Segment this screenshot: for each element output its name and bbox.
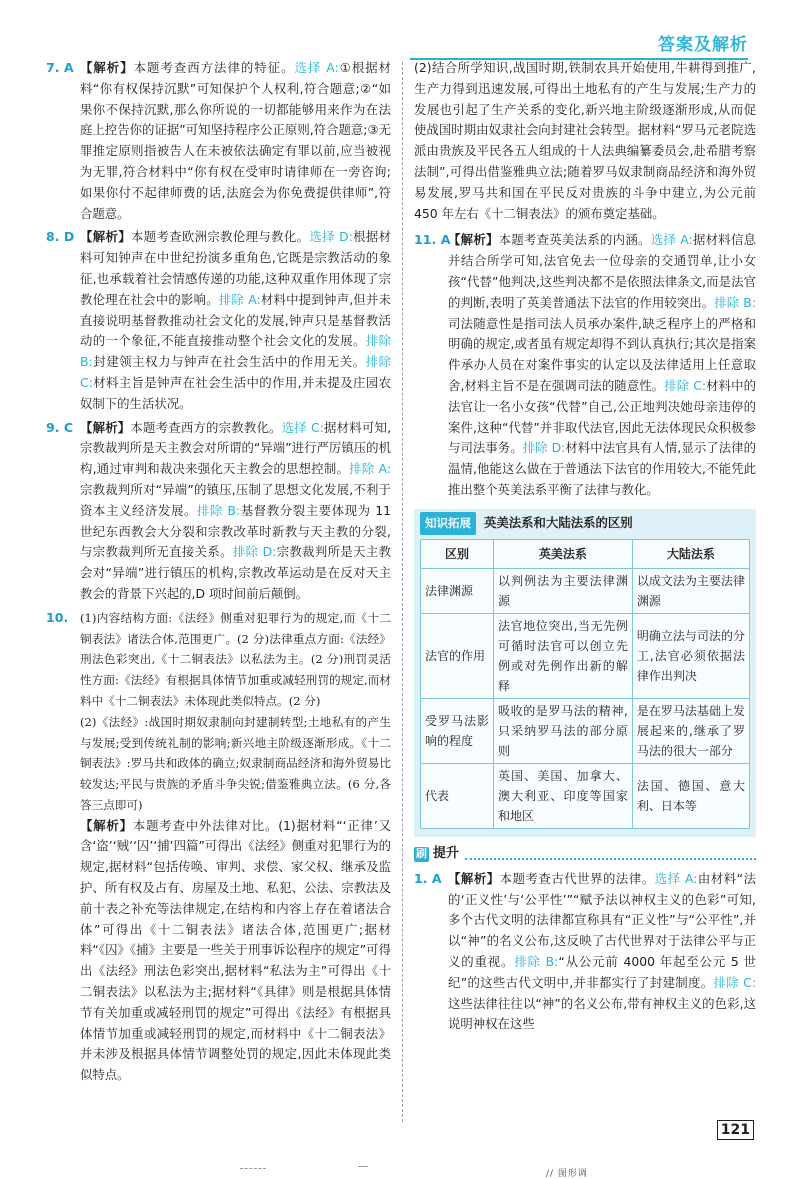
table-cell: 代表	[421, 763, 494, 828]
knowledge-extension-badge: 知识拓展	[420, 512, 476, 535]
answer-number: 7. A	[46, 60, 74, 75]
answer-1	[414, 869, 756, 1035]
analysis-text: 本题考查中外法律对比。(1)据材料“‘正律’又含‘盗’‘贼’‘囚’‘捕’四篇”可得出《法经》侧重对犯罪行为的规定,据材料“包括传唤、审判、求偿、家父权、继承及监护、所有权及占有、房屋及土地、私犯、公法、宗教法及前十表之补充等法律规定,在结构和内容上存在着诸法合体”可得出《十二铜表法》诸法合体,范围更广;据材料“《囚》《捕》主要是一些关于刑事诉讼程序的规定”可得出《法经》刑法色彩突出,据材料“私法为主”可得出《十二铜表法》以私法为主;据材料“《具律》则是根据具体情节有关加重或减轻刑罚的规定”可得出《法经》有根据具体情节加重或减轻刑罚的规定,而材料中《十二铜表法》并未涉及根据具体情节调整处罚的规定,因此未体现此类似特点。	[80, 817, 391, 1083]
analysis-text: 材料中的法官让一名小女孩“代替”自己,公正地判决她母亲违停的案件,这种“代替”并非取代法官,因此无法体现民众积极参与司法事务。	[448, 377, 756, 456]
table-cell: 法律渊源	[421, 568, 494, 613]
exclude-label: 排除 D:	[522, 440, 566, 456]
table-row	[421, 763, 750, 828]
footer-tick	[358, 1166, 368, 1167]
analysis-text: 封建领主权力与钟声在社会生活中的作用无关。	[92, 354, 366, 370]
knowledge-extension-title: 英美法系和大陆法系的区别	[484, 515, 633, 531]
answer-number: 9. C	[46, 419, 74, 435]
left-column	[46, 58, 391, 1089]
analysis-tag: 【解析】	[448, 870, 500, 886]
exclude-label: 排除 B:	[714, 294, 756, 310]
analysis-text: 材料中提到钟声,但并未直接说明基督教推动社会文化的发展,钟声只是基督教活动的一个象征,不能直接推动整个社会文化的发展。	[80, 291, 392, 349]
analysis-text: 据材料信息并结合所学可知,法官免去一位母亲的交通罚单,让小女孩“代替”他判决,这些判决都不是依照法律条文,而是法官的判断,表明了英美普通法下法官的作用较突出。	[448, 232, 757, 310]
table-header: 英美法系	[494, 539, 633, 568]
answer-number: 1. A	[414, 870, 442, 886]
exclude-label: 排除 A:	[218, 291, 261, 307]
answer-number: 11. A	[414, 232, 451, 248]
answer-10-continued: (2)结合所学知识,战国时期,铁制农具开始使用,牛耕得到推广,生产力得到迅速发展,可得出土地私有的产生与发展;生产力的发展也引起了生产关系的变化,新兴地主阶级逐渐形成,从而促使战国时期由奴隶社会向封建社会转型。据材料“罗马元老院选派由贵族及平民各五人组成的十人法典编纂委员会,赴希腊考察法制”,可得出借鉴雅典立法;随着罗马奴隶制商品经济和海外贸易发展,罗马共和国在平民反对贵族的斗争中建立,为公元前 450 年左右《十二铜表法》的颁布奠定基础。	[414, 60, 756, 221]
exclude-label: 排除 B:	[514, 953, 559, 969]
table-cell: 以成文法为主要法律渊源	[632, 568, 749, 613]
analysis-tag: 【解析】	[80, 229, 131, 245]
right-column	[414, 58, 756, 1038]
footer-dash	[240, 1168, 266, 1169]
analysis-text: 材料主旨是钟声在社会生活中的作用,并未提及庄园农奴制下的生活状况。	[80, 374, 391, 411]
exclude-label: 排除 B:	[80, 333, 391, 370]
knowledge-extension-box	[414, 509, 756, 837]
table-header: 大陆法系	[632, 539, 749, 568]
exclude-label: 排除 C:	[713, 974, 757, 990]
exclude-label: 排除 C:	[664, 377, 707, 393]
answer-10	[46, 608, 391, 1086]
knowledge-extension-header	[420, 513, 750, 535]
comparison-table	[420, 539, 750, 829]
section-dotted-rule	[465, 850, 756, 860]
answer-9	[46, 418, 391, 605]
header-title: 答案及解析	[658, 35, 748, 55]
analysis-text: 司法随意性是指司法人员承办案件,缺乏程序上的严格和明确的规定,或者虽有规定却得不到认真执行;其次是指案件承办人员在对案件事实的认定以及法律适用上任意取舍,材料主旨不是在强调司法的随意性。	[448, 315, 756, 393]
section-title: 提升	[433, 846, 460, 862]
choice-label: 选择 A:	[654, 870, 698, 886]
analysis-text: 本题考查古代世界的法律。	[499, 870, 655, 886]
section-badge: 刷	[416, 847, 427, 861]
analysis-tag: 【解析】	[80, 817, 133, 833]
analysis-text: 宗教裁判所是天主教会对“异端”进行镇压的机构,宗教改革运动是在反对天主教会的背景下兴起的,D 项时间前后颠倒。	[80, 544, 392, 601]
analysis-text: 由材料“法的‘正义性’与‘公平性’”“赋予法以神权主义的色彩”可知,多个古代文明的法律都宣称具有“正义性”与“公平性”,并以“神”的名义公布,这反映了古代世界对于法律公平与正义的重视。	[448, 870, 757, 969]
exclude-label: 排除 D:	[232, 544, 277, 560]
analysis-text: 本题考查西方的宗教教化。	[130, 419, 282, 435]
choice-label: 选择 A:	[294, 60, 339, 75]
analysis-text: ①根据材料“你有权保持沉默”可知保护个人权利,符合题意;②“如果你不保持沉默,那么你所说的一切都能够用来作为在法庭上控告你的证据”可知坚持程序公正原则,符合题意;③无罪推定原则指被告人在未被依法确定有罪以前,应当被视为无罪,符合材料中“你有权在受审时请律师在一旁咨询;如果你付不起律师费的话,法庭会为你免费提供律师”,符合题意。	[80, 60, 392, 221]
table-cell: 法国、德国、意大利、日本等	[632, 763, 749, 828]
table-header-row	[421, 539, 750, 568]
answer-8	[46, 227, 391, 414]
answer-11	[414, 230, 756, 500]
table-cell: 法官地位突出,当无先例可循时法官可以创立先例或对先例作出新的解释	[494, 613, 633, 698]
analysis-text: 这些法律往往以“神”的名义公布,带有神权主义的色彩,这说明神权在这些	[448, 995, 756, 1032]
analysis-text: 本题考查欧洲宗教伦理与教化。	[130, 229, 310, 245]
table-header: 区别	[421, 539, 494, 568]
table-cell: 英国、美国、加拿大、澳大利亚、印度等国家和地区	[494, 763, 633, 828]
analysis-text: “从公元前 4000 年起至公元 5 世纪”的这些古代文明中,并非都实行了封建制度。	[448, 953, 757, 990]
answer-number: 10.	[46, 609, 69, 625]
analysis-tag: 【解析】	[80, 419, 131, 435]
exclude-label: 排除 C:	[80, 354, 392, 390]
table-cell: 是在罗马法基础上发展起来的,继承了罗马法的很大一部分	[632, 698, 749, 763]
analysis-text: 本题考查西方法律的特征。	[133, 60, 295, 75]
table-row	[421, 613, 750, 698]
exclude-label: 排除 B:	[196, 502, 241, 518]
choice-label: 选择 A:	[650, 232, 693, 248]
exclude-label: 排除 A:	[349, 461, 391, 477]
table-row	[421, 568, 750, 613]
analysis-text: 根据材料可知钟声在中世纪扮演多重角色,它既是宗教活动的象征,也承载着社会情感传递的功能,这种双重作用体现了宗教伦理在社会中的影响。	[80, 229, 392, 307]
reference-answer-2: (2)《法经》:战国时期奴隶制向封建制转型;土地私有的产生与发展;受到传统礼制的影响;新兴地主阶级逐渐形成。《十二铜表法》:罗马共和政体的确立;奴隶制商品经济和海外贸易比较发达;平民与贵族的矛盾斗争尖锐;借鉴雅典立法。(6 分,各答三点即可)	[80, 714, 391, 812]
column-divider	[402, 62, 403, 1122]
analysis-text: 据材料可知,宗教裁判所是天主教会对所谓的“异端”进行严厉镇压的机构,通过审判和裁决来强化天主教会的思想控制。	[80, 419, 392, 477]
section-heading	[414, 845, 756, 865]
analysis-tag: 【解析】	[80, 60, 134, 75]
footer-mark: // 图形调	[546, 1169, 588, 1179]
table-cell: 法官的作用	[421, 613, 494, 698]
reference-answer-1: (1)内容结构方面:《法经》侧重对犯罪行为的规定,而《十二铜表法》诸法合体,范围更广。(2 分)法律重点方面:《法经》刑法色彩突出,《十二铜表法》以私法为主。(2 分)刑罚灵活性方面:《法经》有根据具体情节加重或减轻刑罚的规定,而材料中《十二铜表法》未体现此类似特点。(2 分)	[80, 610, 391, 708]
table-cell: 受罗马法影响的程度	[421, 698, 494, 763]
choice-label: 选择 D:	[309, 229, 353, 245]
analysis-tag: 【解析】	[448, 232, 499, 248]
page-number: 121	[717, 1120, 754, 1140]
analysis-text: 本题考查英美法系的内涵。	[498, 232, 651, 248]
answer-7	[46, 58, 391, 224]
answer-number: 8. D	[46, 229, 75, 245]
choice-label: 选择 C:	[281, 419, 324, 435]
table-cell: 以判例法为主要法律渊源	[494, 568, 633, 613]
table-cell: 明确立法与司法的分工,法官必须依据法律作出判决	[632, 613, 749, 698]
analysis-text: 材料中法官具有人情,显示了法律的温情,他能这么做在于普通法下法官的作用较大,不能凭此推出整个英美法系平衡了法律与教化。	[448, 440, 756, 497]
table-cell: 吸收的是罗马法的精神,只采纳罗马法的部分原则	[494, 698, 633, 763]
table-row	[421, 698, 750, 763]
analysis-text: 基督教分裂主要体现为 11 世纪东西教会大分裂和宗教改革时新教与天主教的分裂,与宗教裁判所无直接关系。	[80, 502, 391, 560]
analysis-text: 宗教裁判所对“异端”的镇压,压制了思想文化发展,不利于资本主义经济发展。	[80, 481, 391, 518]
